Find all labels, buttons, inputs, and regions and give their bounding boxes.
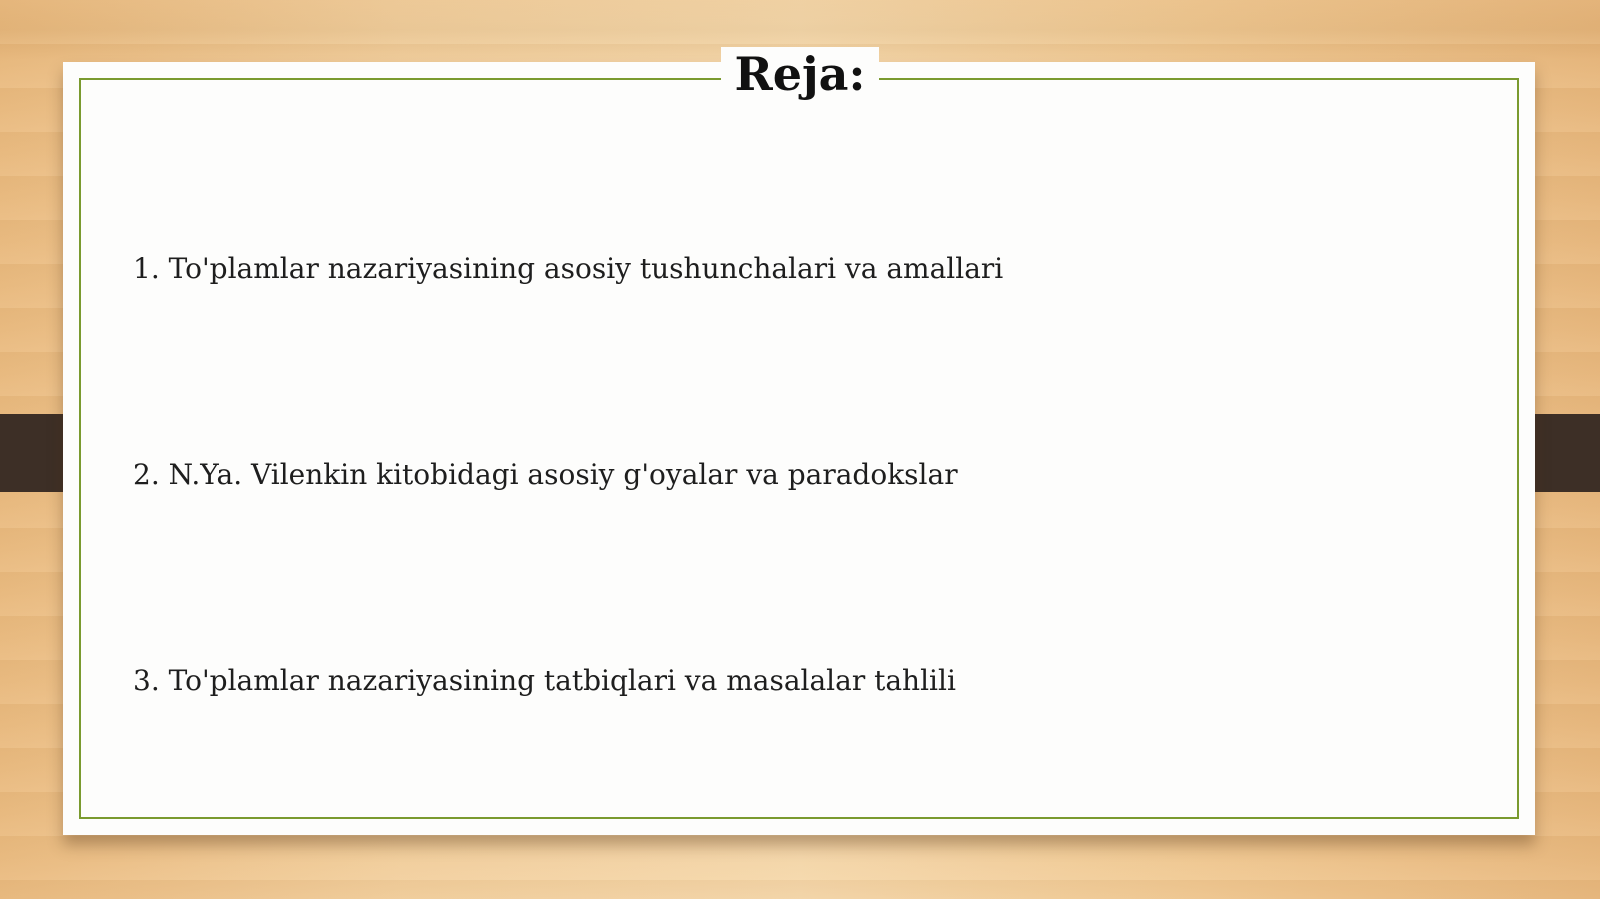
slide-border-frame: [79, 78, 1519, 819]
slide-title: [0, 44, 1600, 104]
plan-item-3: 3. To'plamlar nazariyasining tatbiqlari va masalalar tahlili: [133, 664, 956, 697]
slide-title-text: Reja:: [721, 47, 880, 101]
slide-card: [63, 62, 1535, 835]
plan-item-2: 2. N.Ya. Vilenkin kitobidagi asosiy g'oyalar va paradokslar: [133, 458, 958, 491]
plan-item-1: 1. To'plamlar nazariyasining asosiy tushunchalari va amallari: [133, 252, 1004, 285]
